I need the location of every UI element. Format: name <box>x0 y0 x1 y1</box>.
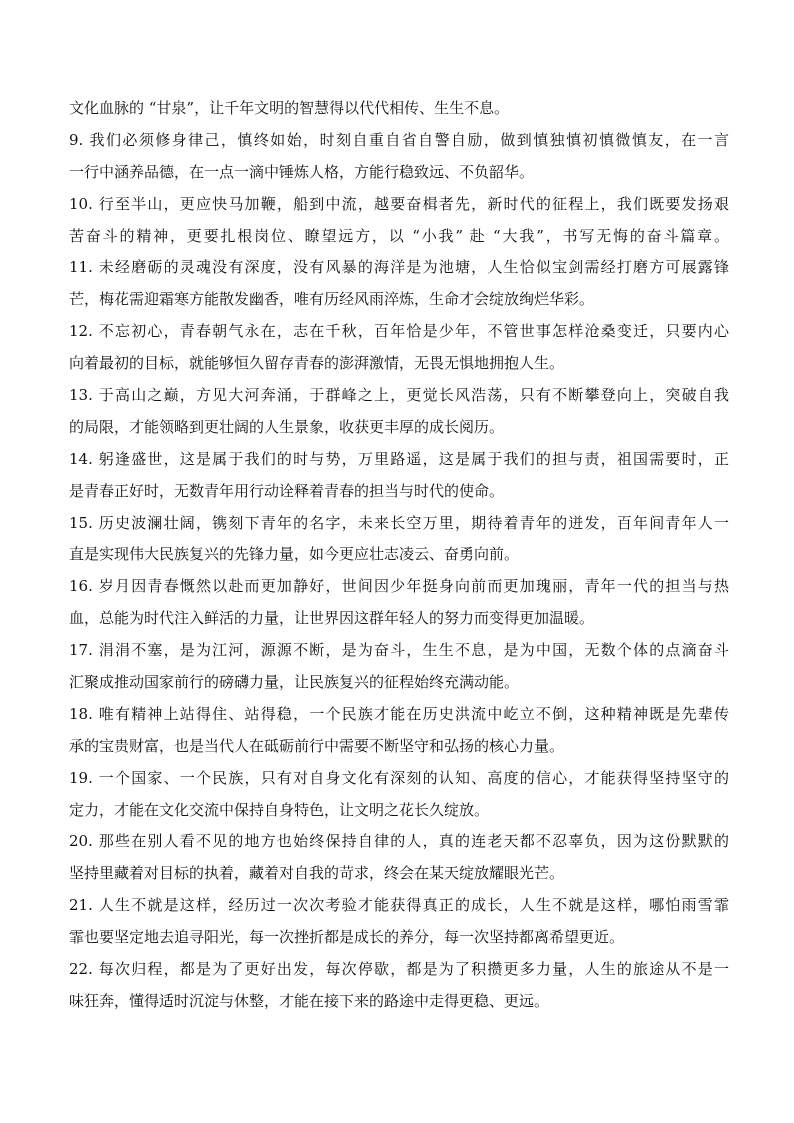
paragraph-10 <box>69 192 729 249</box>
paragraph-16 <box>69 574 729 631</box>
paragraph-11 <box>69 255 729 312</box>
text-line: 13. 于高山之巅，方见大河奔涌，于群峰之上，更觉长风浩荡，只有不断攀登向上，突破自我 <box>69 386 729 405</box>
text-line: 向着最初的目标，就能够恒久留存青春的澎湃激情，无畏无惧地拥抱人生。 <box>69 354 565 373</box>
text-line: 一行中涵养品德，在一点一滴中锤炼人格，方能行稳致远、不负韶华。 <box>69 162 535 181</box>
text-line: 是青春正好时，无数青年用行动诠释着青春的担当与时代的使命。 <box>69 481 505 500</box>
paragraph-9 <box>69 128 729 185</box>
text-line: 18. 唯有精神上站得住、站得稳，一个民族才能在历史洪流中屹立不倒，这种精神既是先辈传 <box>69 704 729 723</box>
text-line: 10. 行至半山，更应快马加鞭，船到中流，越要奋楫者先，新时代的征程上，我们既要发扬艰 <box>69 194 729 213</box>
text-line: 12. 不忘初心，青春朝气永在，志在千秋，百年恰是少年，不管世事怎样沧桑变迁，只要内心 <box>69 322 729 341</box>
text-line: 14. 躬逢盛世，这是属于我们的时与势，万里路遥，这是属于我们的担与责，祖国需要时，正 <box>69 449 729 468</box>
paragraph-20 <box>69 829 729 886</box>
text-line: 文化血脉的 “甘泉”，让千年文明的智慧得以代代相传、生生不息。 <box>69 99 510 117</box>
paragraph-14 <box>69 447 729 504</box>
document-page <box>69 96 729 1021</box>
paragraph-17 <box>69 638 729 695</box>
text-line: 霏也要坚定地去追寻阳光，每一次挫折都是成长的养分，每一次坚持都离希望更近。 <box>69 928 625 947</box>
paragraph-12 <box>69 319 729 376</box>
text-line: 承的宝贵财富，也是当代人在砥砺前行中需要不断坚守和弘扬的核心力量。 <box>69 736 565 755</box>
text-line: 直是实现伟大民族复兴的先锋力量，如今更应壮志凌云、奋勇向前。 <box>69 545 520 564</box>
paragraph-15 <box>69 511 729 568</box>
text-line: 汇聚成推动国家前行的磅礴力量，让民族复兴的征程始终充满动能。 <box>69 673 520 692</box>
text-line: 11. 未经磨砺的灵魂没有深度，没有风暴的海洋是为池塘，人生恰似宝剑需经打磨方可展露锋 <box>69 258 729 277</box>
paragraph-continuation <box>69 96 729 121</box>
text-line: 21. 人生不就是这样，经历过一次次考验才能获得真正的成长，人生不就是这样，哪怕雨雪霏 <box>69 896 729 915</box>
text-line: 9. 我们必须修身律己，慎终如始，时刻自重自省自警自励，做到慎独慎初慎微慎友，在一言 <box>69 130 729 149</box>
paragraph-21 <box>69 893 729 950</box>
text-line: 血，总能为时代注入鲜活的力量，让世界因这群年轻人的努力而变得更加温暖。 <box>69 609 595 628</box>
text-line: 的局限，才能领略到更壮阔的人生景象，收获更丰厚的成长阅历。 <box>69 417 505 436</box>
text-line: 16. 岁月因青春慨然以赴而更加静好，世间因少年挺身向前而更加瑰丽，青年一代的担当与热 <box>69 577 729 596</box>
text-line: 15. 历史波澜壮阔，镌刻下青年的名字，未来长空万里，期待着青年的迸发，百年间青年人一 <box>69 513 729 532</box>
paragraph-13 <box>69 383 729 440</box>
text-line: 20. 那些在别人看不见的地方也始终保持自律的人，真的连老天都不忍辜负，因为这份默默的 <box>69 832 729 851</box>
paragraph-22 <box>69 957 729 1014</box>
text-line: 芒，梅花需迎霜寒方能散发幽香，唯有历经风雨淬炼，生命才会绽放绚烂华彩。 <box>69 290 595 309</box>
text-line: 定力，才能在文化交流中保持自身特色，让文明之花长久绽放。 <box>69 800 490 819</box>
paragraph-18 <box>69 702 729 759</box>
text-line: 坚持里藏着对目标的执着，藏着对自我的苛求，终会在某天绽放耀眼光芒。 <box>69 864 565 883</box>
text-line: 苦奋斗的精神，更要扎根岗位、瞭望远方，以 “小我” 赴 “大我”，书写无悔的奋斗篇章。 <box>69 226 729 245</box>
text-line: 19. 一个国家、一个民族，只有对自身文化有深刻的认知、高度的信心，才能获得坚持坚守的 <box>69 768 729 787</box>
paragraph-19 <box>69 766 729 823</box>
text-line: 22. 每次归程，都是为了更好出发，每次停歇，都是为了积攒更多力量，人生的旅途从不是一 <box>69 960 729 979</box>
text-line: 17. 涓涓不塞，是为江河，源源不断，是为奋斗，生生不息，是为中国，无数个体的点滴奋斗 <box>69 641 729 660</box>
text-line: 味狂奔，懂得适时沉淀与休整，才能在接下来的路途中走得更稳、更远。 <box>69 991 550 1010</box>
